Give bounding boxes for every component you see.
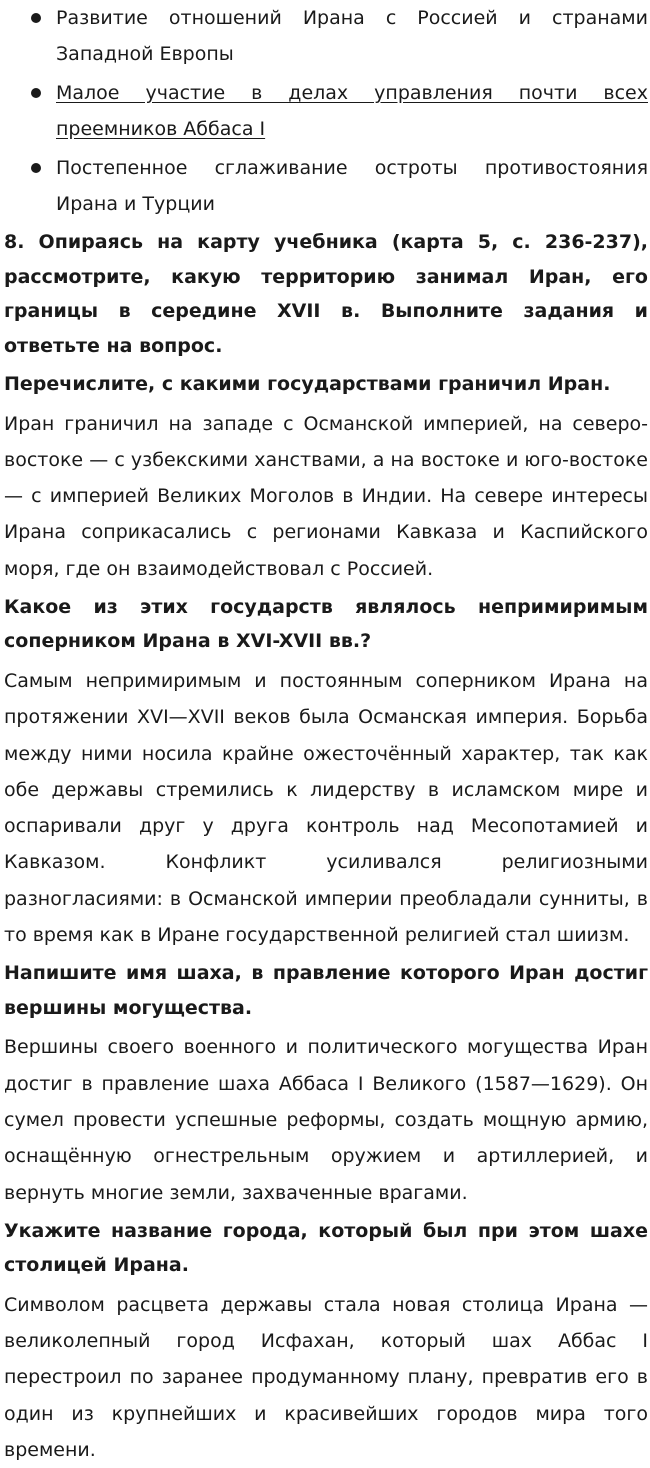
bullet-list — [4, 0, 648, 222]
question-heading: Напишите имя шаха, в правление которого Иран достиг вершины могущества. — [4, 962, 648, 1019]
question-heading: Перечислите, с какими государствами граничил Иран. — [4, 373, 611, 395]
question-heading: Какое из этих государств являлось непримиримым соперником Ирана в XVI-XVII вв.? — [4, 595, 648, 653]
answer-paragraph: Вершины своего военного и политического могущества Иран достиг в правление шаха Аббаса I Великого (1587—1629). Он сумел провести успешные реформы, создать мощную армию, оснащённую огнестрельным оружием и артиллерией, и вернуть многие земли, захваченные врагами. — [4, 1036, 648, 1204]
answer-paragraph: Иран граничил на западе с Османской империей, на северо-востоке — с узбекскими ханствами, а на востоке и юго-востоке — с империей Великих Моголов в Индии. На севере интересы Ирана соприкасались с регионами Кавказа и Каспийского моря, где он взаимодействовал с Россией. — [4, 412, 648, 580]
bullet-text-underlined: Малое участие в делах управления почти всех преемников Аббаса I — [56, 82, 648, 140]
bullet-item — [4, 0, 648, 72]
task-heading: 8. Опираясь на карту учебника (карта 5, с. 236-237), рассмотрите, какую территорию занимал Иран, его границы в середине XVII в. Выполните задания и ответьте на вопрос. — [4, 231, 648, 357]
bullet-item — [4, 150, 648, 222]
bullet-dot-icon — [31, 13, 41, 23]
answer-paragraph: Самым непримиримым и постоянным соперником Ирана на протяжении XVI—XVII веков была Османская империя. Борьба между ними носила крайне ожесточённый характер, так как обе державы стремились к лидерству в исламском мире и оспаривали друг у друга контроль над Месопотамией и Кавказом. Конфликт усиливался религиозными разногласиями: в Османской империи преобладали сунниты, в то время как в Иране государственной религией стал шиизм. — [4, 669, 648, 947]
answer-paragraph: Символом расцвета державы стала новая столица Ирана — великолепный город Исфахан, который шах Аббас I перестроил по заранее продуманному плану, превратив его в один из крупнейших и красивейших городов мира того времени. — [4, 1293, 648, 1462]
bullet-dot-icon — [31, 163, 41, 173]
bullet-dot-icon — [31, 88, 41, 98]
bullet-item — [4, 75, 648, 147]
question-heading: Укажите название города, который был при этом шахе столицей Ирана. — [4, 1219, 648, 1277]
bullet-text: Постепенное сглаживание остроты противостояния Ирана и Турции — [56, 157, 648, 215]
bullet-text: Развитие отношений Ирана с Россией и странами Западной Европы — [56, 7, 648, 65]
